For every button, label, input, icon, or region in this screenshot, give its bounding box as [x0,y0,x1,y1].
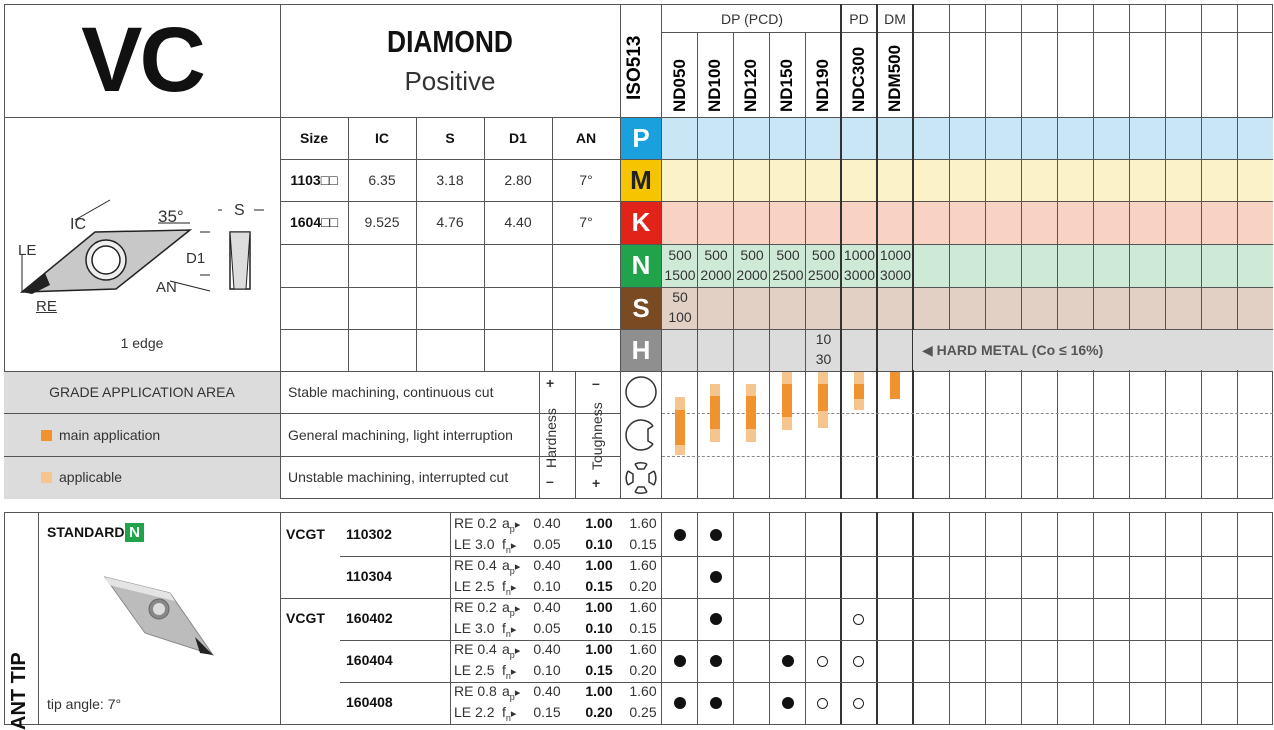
family-vcgt: VCGT [286,526,325,542]
grade-nd190: ND190 [813,59,832,112]
side-label: ANT TIP [8,652,30,730]
fn-subscript: n [505,670,511,681]
app-bar-main [746,396,756,429]
stock-dot [710,655,722,667]
re-value: RE 0.4 [454,641,497,657]
unstable-label: Unstable machining, interrupted cut [288,469,509,485]
dims-header-s: S [445,130,455,146]
ap-subscript: p [509,565,515,576]
le-value: LE 3.0 [454,536,495,552]
family-vcgt: VCGT [286,610,325,626]
drawing-le: LE [18,242,37,259]
speed-n-high: 3000 [843,267,876,283]
dims-header-an: AN [575,130,597,146]
hardness-plus: + [546,375,555,391]
fn-value: 0.10 [585,536,613,552]
grade-nd100: ND100 [705,59,724,112]
band-m [662,159,1273,201]
order-ring [817,698,828,709]
ap-value: 0.40 [533,599,561,615]
le-value: LE 2.5 [454,578,495,594]
re-value: RE 0.2 [454,599,497,615]
fn-value: 0.20 [585,704,613,720]
speed-n-high: 3000 [879,267,912,283]
band-s [662,287,1273,329]
ap-value: 0.40 [533,515,561,531]
hardness-label: Hardness [543,408,559,468]
main-application-swatch [41,430,52,441]
band-k [662,201,1273,244]
drawing-edges: 1 edge [120,335,164,351]
dims-ic: 9.525 [364,214,400,230]
grade-ndc300: NDC300 [849,46,868,112]
insert-code[interactable]: 160402 [346,610,393,626]
application-title: GRADE APPLICATION AREA [49,384,235,400]
ap-label: $a_p▸$ [502,599,521,618]
fn-value: 0.20 [629,662,657,678]
fn-value: 0.05 [533,536,561,552]
speed-h-low: 10 [815,331,832,347]
fn-value: 0.15 [585,578,613,594]
fn-symbol: f [502,662,506,678]
ap-subscript: p [509,607,515,618]
stock-dot [710,571,722,583]
ap-value: 1.60 [629,683,657,699]
re-value: RE 0.2 [454,515,497,531]
fn-symbol: f [502,578,506,594]
fn-symbol: f [502,536,506,552]
app-bar-main [710,396,720,429]
speed-n-high: 2500 [807,267,840,283]
ap-value: 1.60 [629,641,657,657]
drawing-angle: 35° [158,207,184,226]
ap-value: 1.00 [585,557,613,573]
speed-n-low: 500 [740,247,764,263]
ap-subscript: p [509,691,515,702]
app-bar-main [675,410,685,445]
iso-label: ISO513 [624,35,645,101]
fn-value: 0.15 [629,536,657,552]
fn-value: 0.10 [585,620,613,636]
dims-d1: 4.40 [504,214,532,230]
stock-dot [674,529,686,541]
ap-value: 1.00 [585,641,613,657]
ap-symbol: a [502,557,510,573]
le-value: LE 2.5 [454,662,495,678]
ap-value: 1.00 [585,683,613,699]
iso-h: H [621,329,661,371]
order-ring [853,614,864,625]
fn-subscript: n [505,628,511,639]
le-value: LE 3.0 [454,620,495,636]
iso-n: N [621,244,661,287]
applicable-swatch [41,472,52,483]
ap-value: 1.60 [629,515,657,531]
toughness-plus: + [592,475,601,491]
drawing-s: S [234,202,245,219]
dims-d1: 2.80 [504,172,532,188]
insert-code[interactable]: 160404 [346,652,393,668]
grade-nd120: ND120 [741,59,760,112]
dims-s: 3.18 [436,172,464,188]
ap-symbol: a [502,515,510,531]
speed-n-low: 500 [811,247,836,263]
ap-value: 1.60 [629,557,657,573]
app-bar-main [854,384,864,399]
geometry-subtitle: Positive [404,66,496,96]
speed-h-high: 30 [815,351,832,367]
ap-label: $a_p▸$ [502,515,521,534]
dims-an: 7° [579,172,593,188]
insert-code[interactable]: 110302 [346,526,392,542]
drawing-an: AN [156,279,177,296]
fn-value: 0.15 [533,704,561,720]
fn-label: $f_n▸$ [502,536,517,555]
fn-value: 0.15 [585,662,613,678]
dims-header-d1: D1 [509,130,527,146]
order-ring [853,656,864,667]
speed-n-low: 500 [668,247,692,263]
speed-n-low: 500 [704,247,728,263]
fn-value: 0.10 [533,662,561,678]
ap-subscript: p [509,649,515,660]
fn-label: $f_n▸$ [502,704,517,723]
hard-metal-label: ◀ HARD METAL (Co ≤ 16%) [922,342,1104,358]
ap-label: $a_p▸$ [502,683,521,702]
group-pd: PD [849,11,869,27]
drawing-re: RE [36,298,57,315]
grade-nd050: ND050 [670,59,689,112]
toughness-label: Toughness [589,402,605,470]
ap-value: 1.00 [585,515,613,531]
insert-code[interactable]: 110304 [346,568,392,584]
ap-symbol: a [502,683,510,699]
stock-dot [782,697,794,709]
ap-value: 0.40 [533,683,561,699]
fn-value: 0.20 [629,578,657,594]
product-title: STANDARD [47,524,125,540]
badge-n: N [125,523,144,542]
main-application-label: main application [59,427,161,443]
iso-m: M [621,159,661,201]
dims-an: 7° [579,214,593,230]
drawing-d1: D1 [186,250,206,267]
speed-n-high: 2500 [772,267,804,283]
dims-ic: 6.35 [368,172,396,188]
fn-symbol: f [502,620,506,636]
speed-n-low: 1000 [843,247,876,263]
fn-subscript: n [505,544,511,555]
light-interruption-icon [621,414,661,456]
iso-s: S [621,287,661,329]
ap-value: 0.40 [533,641,561,657]
series-title: VC [81,9,203,111]
general-label: General machining, light interruption [288,427,513,443]
ap-subscript: p [509,523,515,534]
dims-s: 4.76 [436,214,464,230]
speed-n-low: 1000 [879,247,912,263]
re-value: RE 0.8 [454,683,497,699]
stock-dot [710,613,722,625]
speed-s-low: 50 [672,289,688,305]
re-value: RE 0.4 [454,557,497,573]
ap-label: $a_p▸$ [502,557,521,576]
app-bar-main [818,384,828,411]
ap-value: 1.00 [585,599,613,615]
drawing-ic: IC [70,216,86,233]
insert-code[interactable]: 160408 [346,694,393,710]
material-title: DIAMOND [387,24,513,59]
grade-ndm500: NDM500 [885,44,904,112]
ap-value: 1.60 [629,599,657,615]
stock-dot [782,655,794,667]
speed-n-high: 2000 [736,267,768,283]
speed-n-high: 2000 [700,267,732,283]
band-p [662,117,1273,159]
dims-size: 1604□□ [289,214,339,230]
interrupted-cut-icon [621,457,661,499]
stock-dot [674,655,686,667]
ap-symbol: a [502,641,510,657]
fn-subscript: n [505,712,511,723]
fn-value: 0.25 [629,704,657,720]
ap-symbol: a [502,599,510,615]
tip-angle: tip angle: 7° [47,696,122,712]
stock-dot [710,697,722,709]
hardness-minus: – [546,473,554,489]
fn-label: $f_n▸$ [502,578,517,597]
applicable-label: applicable [59,469,123,485]
speed-n-high: 1500 [664,267,696,283]
iso-k: K [621,201,661,244]
fn-value: 0.10 [533,578,561,594]
fn-label: $f_n▸$ [502,620,517,639]
fn-value: 0.15 [629,620,657,636]
group-dm: DM [884,11,906,27]
fn-label: $f_n▸$ [502,662,517,681]
insert-photo [95,565,235,665]
dims-header-ic: IC [375,130,389,146]
stable-label: Stable machining, continuous cut [288,384,494,400]
continuous-cut-icon [621,372,661,412]
fn-subscript: n [505,586,511,597]
dims-size: 1103□□ [290,172,338,188]
ap-value: 0.40 [533,557,561,573]
order-ring [817,656,828,667]
dims-header-size: Size [299,130,328,146]
fn-value: 0.05 [533,620,561,636]
fn-symbol: f [502,704,506,720]
speed-n-low: 500 [776,247,800,263]
group-dp: DP (PCD) [721,11,783,27]
stock-dot [674,697,686,709]
le-value: LE 2.2 [454,704,495,720]
stock-dot [710,529,722,541]
app-bar-main [890,372,900,399]
iso-p: P [621,117,661,159]
speed-s-high: 100 [668,309,692,325]
ap-label: $a_p▸$ [502,641,521,660]
grade-nd150: ND150 [777,59,796,112]
app-bar-main [782,384,792,417]
order-ring [853,698,864,709]
toughness-minus: – [592,375,600,391]
